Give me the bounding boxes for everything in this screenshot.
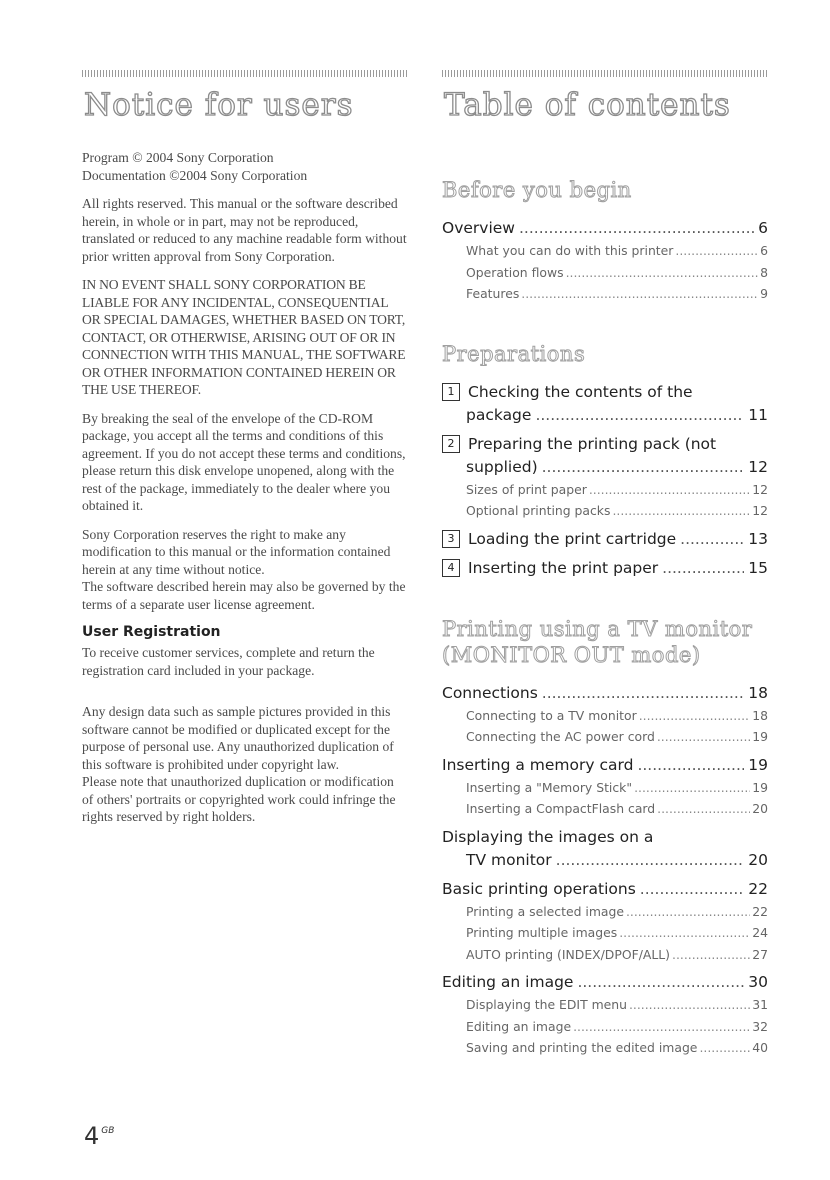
toc-page-number: 15 bbox=[748, 558, 768, 577]
toc-subentry-title: Editing an image bbox=[466, 1018, 572, 1034]
toc-page-number: 6 bbox=[760, 243, 768, 258]
step-number-box: 4 bbox=[442, 559, 460, 577]
toc-entry-title: Editing an image bbox=[442, 973, 574, 991]
documentation-copyright: Documentation ©2004 Sony Corporation bbox=[82, 167, 308, 183]
toc-page-number: 9 bbox=[760, 286, 768, 301]
leader-dots bbox=[699, 1037, 750, 1059]
leader-dots bbox=[519, 217, 754, 240]
toc-page-number: 20 bbox=[748, 850, 768, 869]
toc-subentry-title: Features bbox=[466, 286, 520, 301]
liability-paragraph: IN NO EVENT SHALL SONY CORPORATION BE LIABLE FOR ANY INCIDENTAL, CONSEQUENTIAL OR SPECIAL DAMAGES, WHETHER BASED ON TORT, CONTACT, OR OTHERWISE, ARISING OUT OF OR IN CONNECTION WITH THIS MANUAL, THE SOFTWARE OR OTHER INFORMATION CONTAINED HEREIN OR THE USE THEREOF. bbox=[82, 277, 406, 397]
toc-subentry-title: Printing multiple images bbox=[466, 925, 618, 940]
copyright-lines bbox=[82, 149, 408, 184]
toc-subentry[interactable] bbox=[442, 726, 768, 748]
leader-dots bbox=[521, 283, 758, 305]
toc-page-number: 12 bbox=[752, 481, 768, 497]
toc-entry[interactable] bbox=[442, 826, 768, 872]
toc-entry-title: package bbox=[466, 405, 532, 424]
toc-page-number: 27 bbox=[752, 946, 768, 962]
seal-paragraph: By breaking the seal of the envelope of the CD-ROM package, you accept all the terms and conditions of this agreement. If you do not accept these terms and conditions, please return this disk envelope unopened, along with the rest of the package, immediately to the dealer where you obtained it. bbox=[82, 410, 406, 513]
toc-subentry-title: AUTO printing (INDEX/DPOF/ALL) bbox=[466, 946, 670, 962]
toc-page-number: 24 bbox=[752, 925, 768, 940]
toc-page-number: 18 bbox=[748, 683, 768, 702]
portraits-paragraph: Please note that unauthorized duplication or modification of others' portraits or copyrighted work could infringe the rights reserved by right holders. bbox=[82, 774, 396, 824]
toc-subentry-title: Displaying the EDIT menu bbox=[466, 997, 627, 1012]
toc-page-number: 32 bbox=[752, 1018, 768, 1034]
toc-page-number: 31 bbox=[752, 997, 768, 1012]
toc-subentry[interactable] bbox=[442, 944, 768, 966]
toc-title: Table of contents bbox=[444, 87, 731, 123]
toc-subentry[interactable] bbox=[442, 283, 768, 305]
toc-entry-title: Preparing the printing pack (not bbox=[468, 434, 717, 453]
toc-subentry-title: Saving and printing the edited image bbox=[466, 1040, 698, 1055]
toc-entry[interactable] bbox=[442, 682, 768, 705]
toc-entry[interactable] bbox=[442, 754, 768, 777]
step-number-box: 1 bbox=[442, 383, 460, 401]
step-number-box: 3 bbox=[442, 530, 460, 548]
leader-dots bbox=[639, 705, 751, 727]
program-copyright: Program © 2004 Sony Corporation bbox=[82, 150, 274, 165]
toc-subentry[interactable] bbox=[442, 705, 768, 727]
toc-subentry-title: Inserting a "Memory Stick" bbox=[466, 779, 633, 795]
toc-entry[interactable] bbox=[442, 381, 768, 427]
page-suffix: GB bbox=[101, 1126, 115, 1136]
toc-subentry[interactable] bbox=[442, 798, 768, 820]
toc-subentry[interactable] bbox=[442, 479, 768, 501]
leader-dots bbox=[657, 798, 750, 820]
user-registration-heading: User Registration bbox=[82, 624, 221, 640]
leader-dots bbox=[542, 682, 744, 705]
toc-entry-title: Inserting the print paper bbox=[468, 558, 659, 577]
toc-entry[interactable] bbox=[442, 217, 768, 240]
toc-entry[interactable] bbox=[442, 433, 768, 479]
toc-entry[interactable] bbox=[442, 878, 768, 901]
toc-section bbox=[442, 177, 768, 305]
toc-entry-title: Loading the print cartridge bbox=[468, 529, 677, 548]
rights-paragraph: All rights reserved. This manual or the software described herein, in whole or in part, may not be reproduced, translated or reduced to any machine readable form without prior written approval from Sony Corporation. bbox=[82, 196, 407, 264]
leader-dots bbox=[577, 971, 744, 994]
toc-entry-title: Basic printing operations bbox=[442, 879, 636, 898]
toc-entry-title: Connections bbox=[442, 683, 538, 702]
toc-subentry[interactable] bbox=[442, 994, 768, 1016]
toc-subentry[interactable] bbox=[442, 1037, 768, 1059]
notice-column bbox=[82, 70, 408, 837]
page-number: 4 $^{GB}$ bbox=[84, 1122, 115, 1150]
leader-dots bbox=[637, 754, 744, 777]
toc-entry-title: supplied) bbox=[466, 457, 538, 476]
toc-page-number: 19 bbox=[748, 755, 768, 774]
leader-dots bbox=[619, 922, 750, 944]
leader-dots bbox=[629, 994, 750, 1016]
license-paragraph: The software described herein may also be governed by the terms of a separate user license agreement. bbox=[82, 579, 406, 612]
toc-page-number: 18 bbox=[752, 707, 768, 723]
leader-dots bbox=[672, 944, 750, 966]
leader-dots bbox=[675, 240, 758, 262]
toc-entry-title: TV monitor bbox=[466, 850, 552, 869]
toc-subentry-title: Operation flows bbox=[466, 264, 564, 280]
toc-page-number: 19 bbox=[752, 729, 768, 744]
leader-dots bbox=[680, 528, 744, 551]
title-stripe bbox=[442, 70, 768, 77]
leader-dots bbox=[612, 500, 750, 522]
toc-subentry[interactable] bbox=[442, 240, 768, 262]
toc-page-number: 12 bbox=[748, 457, 768, 476]
toc-page-number: 20 bbox=[752, 801, 768, 816]
toc-subentry-title: What you can do with this printer bbox=[466, 243, 674, 258]
toc-subentry-title: Sizes of print paper bbox=[466, 481, 587, 497]
toc-column bbox=[442, 70, 768, 1081]
toc-subentry-title: Connecting the AC power cord bbox=[466, 729, 655, 744]
toc-subentry-title: Inserting a CompactFlash card bbox=[466, 801, 656, 816]
leader-dots bbox=[634, 777, 750, 799]
leader-dots bbox=[662, 557, 744, 580]
toc-section-heading: Preparations bbox=[442, 341, 586, 366]
leader-dots bbox=[542, 456, 745, 479]
leader-dots bbox=[589, 479, 750, 501]
toc-entry-title: Inserting a memory card bbox=[442, 755, 634, 774]
leader-dots bbox=[535, 404, 744, 427]
design-data-paragraph: Any design data such as sample pictures provided in this software cannot be modified or duplicated except for the purpose of personal use. Any unauthorized duplication of this software is prohibited under copyright law. bbox=[82, 704, 394, 772]
toc-subentry[interactable] bbox=[442, 500, 768, 522]
leader-dots bbox=[657, 726, 750, 748]
toc-page-number: 12 bbox=[752, 503, 768, 518]
toc-subentry-title: Printing a selected image bbox=[466, 903, 624, 919]
toc-entry[interactable] bbox=[442, 557, 768, 580]
toc-sections bbox=[442, 177, 768, 1059]
leader-dots bbox=[626, 901, 750, 923]
leader-dots bbox=[556, 849, 745, 872]
registration-paragraph: To receive customer services, complete and return the registration card included in your package. bbox=[82, 645, 375, 678]
toc-entry-title: Checking the contents of the bbox=[468, 382, 693, 401]
toc-page-number: 40 bbox=[752, 1040, 768, 1055]
toc-section-heading: Before you begin bbox=[442, 178, 632, 202]
toc-page-number: 30 bbox=[748, 973, 768, 991]
toc-page-number: 6 bbox=[758, 219, 768, 237]
toc-entry[interactable] bbox=[442, 528, 768, 551]
toc-entry[interactable] bbox=[442, 971, 768, 994]
toc-subentry[interactable] bbox=[442, 901, 768, 923]
leader-dots bbox=[566, 262, 759, 284]
step-number-box: 2 bbox=[442, 435, 460, 453]
toc-page-number: 22 bbox=[752, 903, 768, 919]
leader-dots bbox=[640, 878, 744, 901]
toc-page-number: 19 bbox=[752, 779, 768, 795]
notice-title: Notice for users bbox=[84, 87, 354, 123]
toc-section-heading: Printing using a TV monitor (MONITOR OUT mode) bbox=[442, 616, 753, 667]
toc-page-number: 11 bbox=[748, 405, 768, 424]
toc-subentry[interactable] bbox=[442, 262, 768, 284]
modification-paragraph: Sony Corporation reserves the right to make any modification to this manual or the information contained herein at any time without notice. bbox=[82, 526, 391, 577]
toc-subentry[interactable] bbox=[442, 777, 768, 799]
toc-page-number: 8 bbox=[760, 264, 768, 280]
toc-page-number: 22 bbox=[748, 879, 768, 898]
leader-dots bbox=[573, 1016, 750, 1038]
toc-subentry[interactable] bbox=[442, 1016, 768, 1038]
toc-entry-title: Displaying the images on a bbox=[442, 827, 654, 846]
toc-subentry-title: Connecting to a TV monitor bbox=[466, 707, 637, 723]
toc-subentry-title: Optional printing packs bbox=[466, 503, 611, 518]
toc-section bbox=[442, 616, 768, 1059]
toc-section bbox=[442, 341, 768, 580]
title-stripe bbox=[82, 70, 408, 77]
toc-entry-title: Overview bbox=[442, 219, 515, 237]
toc-page-number: 13 bbox=[748, 529, 768, 548]
toc-subentry[interactable] bbox=[442, 922, 768, 944]
